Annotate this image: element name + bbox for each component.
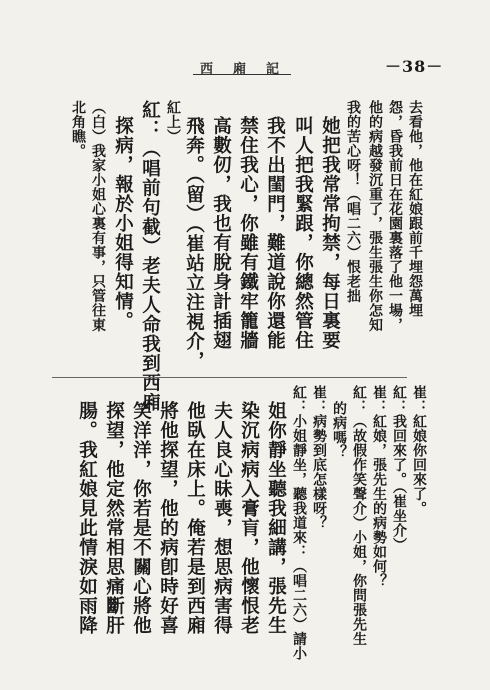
aria-lyric-line: 她把我常常拘禁，每日裏要 [319,116,341,350]
aria-lyric-line: 將他探望，他的病卽時好喜 [157,401,179,635]
aria-lyric-line: 染沉病病入膏肓，他懷恨老 [238,401,260,635]
aria-lyric-line: 姐你靜坐聽我細講，張先生 [265,401,287,635]
dialogue-line: 崔：病勢到底怎樣呀？ [311,385,327,530]
stage-direction: 紅上） [165,100,181,144]
dialogue-line: 紅：（故假作笑聲介）小姐，你問張先生 [351,385,367,646]
dialogue-line: 紅：（唱前句截）老夫人命我到西廂 [139,100,161,412]
dialogue-line: 北角瞧。 [70,100,86,158]
upper-text-line: 我的苦心呀！（唱二六）恨老拙 [345,100,361,303]
header-underline [193,74,291,75]
running-header-title: 西廂記 [200,62,300,77]
aria-lyric-line: 叫人把我緊跟，你總然管住 [292,116,314,350]
dialogue-line: 紅：我回來了。（崔坐介） [391,385,407,552]
aria-lyric-line: 他臥在床上。俺若是到西廂 [184,401,206,635]
dialogue-line: （白）我家小姐心裏有事，只管往東 [90,100,106,332]
dialogue-line: 崔：紅娘你回來了。 [411,385,427,516]
aria-lyric-line: 我不出閨門，難道說你還能 [264,116,286,350]
dialogue-line: 的病嗎？ [331,401,347,459]
section-divider [52,377,407,378]
aria-lyric-line: 夫人良心昧喪，想思病害得 [211,401,233,635]
dialogue-line: 紅：小姐靜坐，聽我道來：（唱二六）請小 [291,385,307,661]
aria-lyric-line: 腸。我紅娘見此情淚如雨降 [76,401,98,635]
dialogue-line: 崔：紅娘，張先生的病勢如何？ [371,385,387,588]
aria-lyric-line: 禁住我心，你雖有鐵牢籠牆 [237,116,259,350]
aria-lyric-line: 笑洋洋，你若是不關心將他 [130,401,152,635]
upper-text-line: 他的病越發沉重了，張生張生你怎知 [367,100,383,332]
aria-lyric-line: 高數仞，我也有脫身計插翅 [210,116,232,350]
upper-text-line: 怨，昏我前日在花園裏落了他一場， [387,100,403,332]
upper-text-line: 去看他，他在紅娘跟前千埋怨萬埋 [407,100,423,318]
aria-lyric-line: 探病，報於小姐得知情。 [112,116,134,331]
aria-lyric-line: 飛奔。（留）（崔站立注視介， [183,116,205,371]
page-number: －38－ [385,57,444,76]
aria-lyric-line: 探望，他定然常相思痛斷肝 [103,401,125,635]
